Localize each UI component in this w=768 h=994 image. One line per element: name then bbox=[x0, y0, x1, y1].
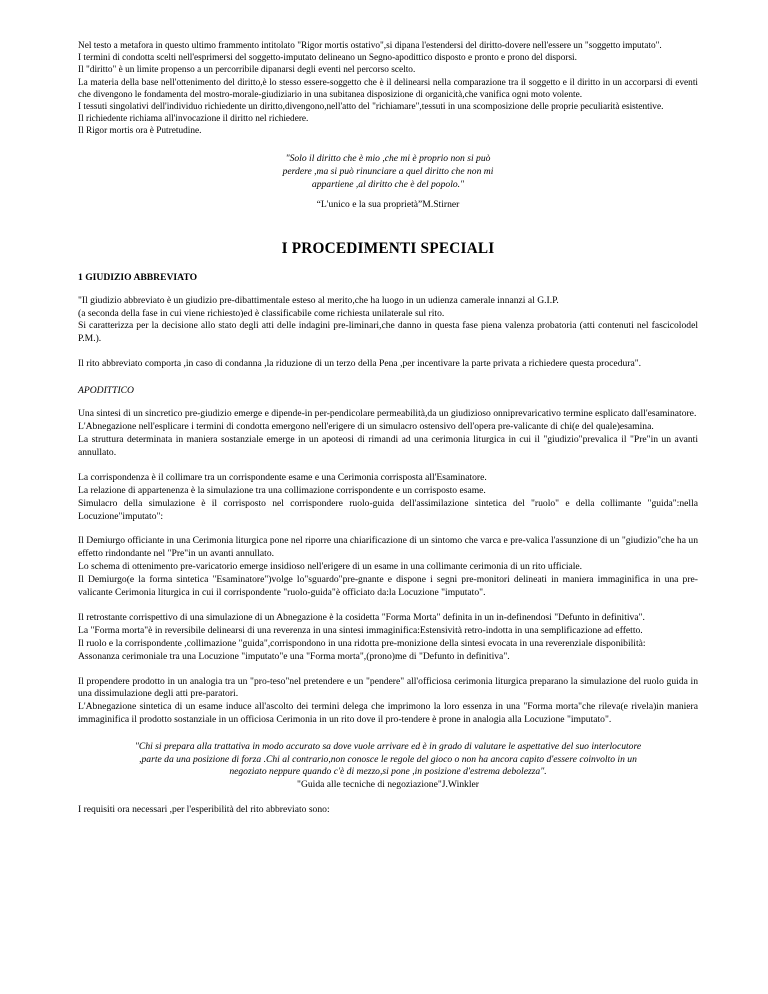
intro-line: Il Rigor mortis ora è Putretudine. bbox=[78, 126, 202, 137]
paragraph-line: Lo schema di ottenimento pre-varicatorio emerge insidioso nell'erigere di un esame in una collimante cerimonia di un rito ufficiale. bbox=[78, 561, 583, 573]
paragraph bbox=[78, 358, 698, 371]
quote-line: "Chi si prepara alla trattativa in modo accurato sa dove vuole arrivare ed è in grado di valutare le aspettative del suo interlocutore bbox=[134, 741, 642, 753]
closing-line: I requisiti ora necessari ,per l'esperibilità del rito abbreviato sono: bbox=[78, 803, 330, 815]
subsection-heading: APODITTICO bbox=[78, 385, 134, 397]
paragraph-line: Simulacro della simulazione è il corrisposto nel corrispondere ruolo-guida dell'assimilazione sintetica del "ruolo" e della collimante "guida":nella Locuzione"imputato": bbox=[78, 497, 698, 522]
paragraph bbox=[78, 472, 698, 524]
paragraph-line: (a seconda della fase in cui viene richiesto)ed è classificabile come richiesta unilaterale sul rito. bbox=[78, 307, 445, 319]
intro-text bbox=[78, 40, 698, 138]
intro-line: Nel testo a metafora in questo ultimo frammento intitolato "Rigor mortis ostativo",si dipana l'estendersi del diritto-dovere nell'essere un "soggetto imputato". bbox=[78, 41, 662, 51]
intro-line: I tessuti singolativi dell'individuo richiedente un diritto,divengono,nell'atto del "richiamare",tessuti in una scomposizione delle proprie peculiarità esistentive. bbox=[78, 102, 664, 113]
paragraph-line: La struttura determinata in maniera sostanziale emerge in un apoteosi di rimandi ad una cerimonia liturgica in cui il "giudizio"prevalica il "Pre"in un avanti annullato. bbox=[78, 433, 698, 458]
paragraph-line: Il Demiurgo officiante in una Cerimonia liturgica pone nel riporre una chiarificazione di un sintomo che varca e pre-valica l'assunzione di un "giudizio"che ha un effetto rindondante nel "Pre"in un avanti annullato. bbox=[78, 535, 698, 560]
paragraph-line: La corrispondenza è il collimare tra un corrispondente esame e una Cerimonia corrisposta all'Esaminatore. bbox=[78, 471, 487, 483]
paragraph-line: La relazione di appartenenza è la simulazione tra una collimazione corrispondente e un corrisposto esame. bbox=[78, 484, 486, 496]
document-page bbox=[78, 40, 698, 816]
paragraph-line: Il propendere prodotto in un analogia tra un "pro-teso"nel pretendere e un "pendere" all'officiosa cerimonia liturgica preparano la simulazione del ruolo guida in una dissimulazione degli atti pre-paratori. bbox=[78, 675, 698, 700]
paragraph-line: L'Abnegazione sintetica di un esame induce all'ascolto dei termini delega che imprimono la loro essenza in una "Forma morta"che rileva(e rivela)in maniera immaginifica il prodotto sostanziale in un officiosa Cerimonia in un rito dove il pro-tendere è prone in analogia alla Locuzione "imputato". bbox=[78, 701, 698, 726]
quote-line: ,parte da una posizione di forza .Chi al contrario,non conosce le regole del gioco o non ha ancora capito d'essere coinvolto in un bbox=[139, 753, 637, 765]
stirner-quote bbox=[78, 152, 698, 191]
paragraph bbox=[78, 408, 698, 460]
intro-line: Il richiedente richiama all'invocazione il diritto nel richiedere. bbox=[78, 114, 309, 125]
quote-attribution: “L'unico e la sua proprietà”M.Stirner bbox=[316, 198, 460, 210]
paragraph-line: Il ruolo e la corrispondente ,collimazione "guida",corrispondono in una ridotta pre-monizione della sintesi evocata in una reverenziale disponibilità: bbox=[78, 637, 646, 649]
intro-line: Il "diritto" è un limite propenso a un percorribile dipanarsi degli eventi nel percorso scelto. bbox=[78, 65, 416, 76]
paragraph-line: Il Demiurgo(e la forma sintetica "Esaminatore")volge lo"sguardo"pre-gnante e dispone i segni pre-monitori delineati in maniera immaginifica in una pre-valicante Cerimonia liturgica in cui il corrispondente "ruolo-guida"è officiato da:la Locuzione "imputato". bbox=[78, 574, 698, 599]
quote-attribution: "Guida alle tecniche di negoziazione"J.Winkler bbox=[297, 778, 479, 790]
paragraph-line: Il retrostante corrispettivo di una simulazione di un Abnegazione è la cosidetta "Forma Morta" definita in un in-definendosi "Defunto in definitiva". bbox=[78, 611, 645, 623]
intro-line: I termini di condotta scelti nell'esprimersi del soggetto-imputato delineano un Segno-apodittico disposto e pronto e prono del disporsi. bbox=[78, 53, 577, 64]
quote-line: appartiene ,al diritto che è del popolo." bbox=[311, 178, 465, 190]
paragraph bbox=[78, 295, 698, 347]
paragraph bbox=[78, 535, 698, 600]
paragraph-line: Assonanza cerimoniale tra una Locuzione "imputato"e una "Forma morta",(prono)me di "Defunto in definitiva". bbox=[78, 650, 510, 662]
intro-line: La materia della base nell'ottenimento del diritto,è lo stesso essere-soggetto che è il delinearsi nella comparazione tra il soggetto e il diritto in un accorparsi di eventi che divengono le fondamenta del mostro-morale-giudiziario in una subitanea disposizione di organicità,che vanifica ogni moto volente. bbox=[78, 77, 698, 100]
paragraph-line: Una sintesi di un sincretico pre-giudizio emerge e dipende-in per-pendicolare permeabilità,da un giudizioso onniprevaricativo termine esplicato dall'esaminatore. bbox=[78, 408, 697, 420]
paragraph-line: L'Abnegazione nell'esplicare i termini di condotta emergono nell'erigere di un simulacro ostensivo dell'opera pre-valicante di chi(e del quale)esamina. bbox=[78, 421, 654, 433]
paragraph bbox=[78, 612, 698, 664]
paragraph bbox=[78, 676, 698, 728]
section-heading: 1 GIUDIZIO ABBREVIATO bbox=[78, 271, 198, 283]
paragraph-line: Si caratterizza per la decisione allo stato degli atti delle indagini pre-liminari,che danno in questa fase piena valenza probatoria (atti contenuti nel fascicolodel P.M.). bbox=[78, 320, 698, 345]
quote-line: negoziato neppure quando c'è di mezzo,si pone ,in posizione d'estrema debolezza". bbox=[229, 766, 547, 778]
paragraph-line: La "Forma morta"è in reversibile delinearsi di una reverenza in una sintesi immaginifica:Estensività retro-indotta in una semplificazione ad effetto. bbox=[78, 624, 643, 636]
paragraph-line: Il rito abbreviato comporta ,in caso di condanna ,la riduzione di un terzo della Pena ,per incentivare la parte privata a richiedere questa procedura". bbox=[78, 358, 642, 370]
winkler-quote bbox=[78, 741, 698, 791]
quote-line: "Solo il diritto che è mio ,che mi è proprio non si può bbox=[285, 152, 491, 164]
paragraph-line: "Il giudizio abbreviato è un giudizio pre-dibattimentale esteso al merito,che ha luogo in un udienza camerale innanzi al G.I.P. bbox=[78, 294, 559, 306]
page-title: I PROCEDIMENTI SPECIALI bbox=[281, 239, 495, 257]
quote-line: perdere ,ma si può rinunciare a quel diritto che non mi bbox=[282, 165, 494, 177]
